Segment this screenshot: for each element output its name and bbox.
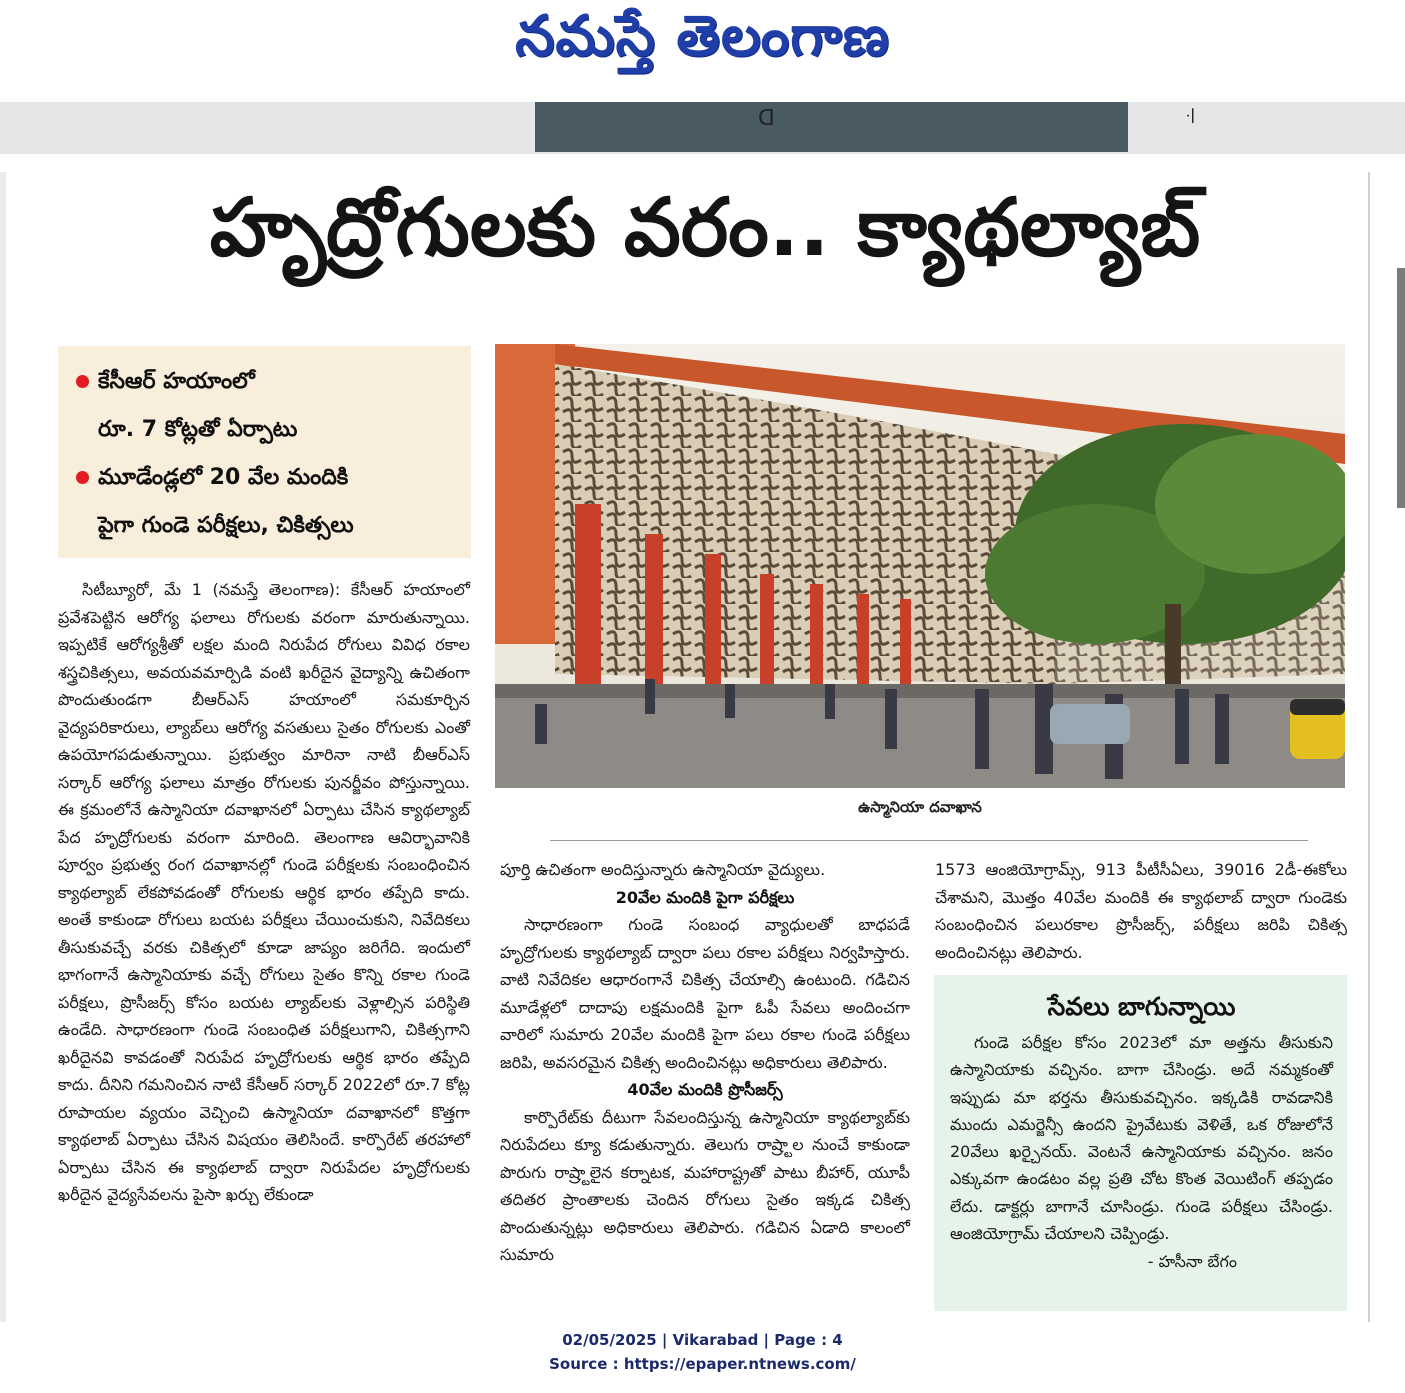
newspaper-logo: నమస్తే తెలంగాణ bbox=[515, 4, 890, 69]
masthead bbox=[0, 0, 1405, 100]
article-paragraph: కార్పొరేట్‌కు దీటుగా సేవలందిస్తున్న ఉస్మానియా క్యాథల్యాబ్‌కు నిరుపేదలు క్యూ కడుతున్నారు. తెలుగు రాష్ర్టాల నుంచే కాకుండా పొరుగు రాష్ర్టాలైన కర్నాటక, మహారాష్ట్రతో పాటు బీహార్, యూపీ తదితర ప్రాంతాలకు చెందిన రోగులు సైతం ఇక్కడ చికిత్స పొందుతున్నట్లు అధికారులు తెలిపారు. గడిచిన ఏడాది కాలంలో సుమారు bbox=[500, 1107, 910, 1264]
subheading: 40వేల మందికి ప్రొసీజర్స్ bbox=[627, 1080, 783, 1099]
article-paragraph: సాధారణంగా గుండె సంబంధ వ్యాధులతో బాధపడే హృద్రోగులకు క్యాథల్యాబ్ ద్వారా పలు రకాల పరీక్షలు నిర్వహిస్తారు. వాటి నివేదికల ఆధారంగానే చికిత్స చేయాల్సి ఉంటుంది. గడిచిన మూడేళ్లలో దాదాపు లక్షమందికి పైగా ఓపీ సేవలు అందించగా వారిలో సుమారు 20వేల మందికి పైగా పలు రకాల గుండె పరీక్షలు జరిపి, అవసరమైన చికిత్స అందించినట్లు అధికారులు తెలిపారు. bbox=[500, 915, 910, 1072]
column-divider-rule bbox=[550, 840, 1308, 841]
article-paragraph: పూర్తి ఉచితంగా అందిస్తున్నారు ఉస్మానియా వైద్యులు. bbox=[500, 860, 826, 879]
red-bullet-icon bbox=[76, 471, 89, 484]
right-column-rule bbox=[1368, 172, 1370, 1322]
testimonial-title: సేవలు బాగున్నాయి bbox=[1047, 992, 1236, 1021]
footer-source-link[interactable]: Source : https://epaper.ntnews.com/ bbox=[549, 1355, 856, 1373]
article-paragraph: 1573 ఆంజియోగ్రామ్స్, 913 పీటీసీఏలు, 39016 2డీ-ఈకోలు చేశామని, మొత్తం 40వేల మందికి ఈ క్యాథలాబ్ ద్వారా గుండెకు సంబంధించిన పలురకాల ప్రొసీజర్స్, పరీక్షలు జరిపి చికిత్స అందించినట్లు తెలిపారు. bbox=[935, 860, 1347, 962]
highlight-item: పైగా గుండె పరీక్షలు, చికిత్సలు bbox=[98, 513, 354, 538]
article-headline: హృద్రోగులకు వరం.. క్యాథల్యాబ్ bbox=[209, 181, 1201, 274]
photo-caption: ఉస్మానియా దవాఖాన bbox=[858, 798, 982, 816]
red-bullet-icon bbox=[76, 375, 89, 388]
testimonial-body: గుండె పరీక్షల కోసం 2023లో మా అత్తను తీసుకుని ఉస్మానియాకు వచ్చినం. బాగా చేసిండ్రు. అదే నమ్మకంతో ఇప్పుడు మా భర్తను తీసుకువచ్చినం. ఇక్కడికి రావడానికి ముందు ఎమర్జెన్సీ ఉందని ప్రైవేటుకు వెళితే, ఒక రోజులోనే 20వేలు ఖర్చైనయ్. వెంటనే ఉస్మానియాకు వచ్చినం. జనం ఎక్కువగా ఉండటం వల్ల ప్రతి చోట కొంత వెయిటింగ్ తప్పడం లేదు. డాక్టర్లు బాగానే చూసిండ్రు. గుండె పరీక్షలు చేసిండ్రు. ఆంజియోగ్రామ్ చేయాలని చెప్పిండ్రు. bbox=[950, 1033, 1333, 1244]
highlight-item: మూడేండ్లలో 20 వేల మందికి bbox=[76, 454, 461, 502]
left-page-edge bbox=[0, 172, 6, 1322]
testimonial-signature: - హసీనా బేగం bbox=[1147, 1252, 1237, 1272]
section-banner bbox=[535, 102, 1128, 152]
article-column-2 bbox=[500, 856, 910, 1269]
hospital-photo bbox=[495, 344, 1345, 788]
subheading: 20వేల మందికి పైగా పరీక్షలు bbox=[615, 887, 795, 907]
highlight-item: కేసీఆర్ హయాంలో bbox=[76, 358, 461, 406]
banner-fragment-right: ꜊ bbox=[1185, 104, 1196, 129]
footer-date-edition: 02/05/2025 | Vikarabad | Page : 4 bbox=[562, 1331, 843, 1349]
banner-fragment: ꓷ bbox=[758, 106, 775, 131]
article-column-1 bbox=[58, 576, 470, 1209]
article-paragraph: సిటీబ్యూరో, మే 1 (నమస్తే తెలంగాణ): కేసీఆర్ హయాంలో ప్రవేశపెట్టిన ఆరోగ్య ఫలాలు రోగులకు వరంగా మారుతున్నాయి. ఇప్పటికే ఆరోగ్యశ్రీతో లక్షల మంది నిరుపేద రోగులు వివిధ రకాల శస్త్రచికిత్సలు, అవయవమార్పిడి వంటి ఖరీదైన వైద్యాన్ని ఉచితంగా పొందుతుండగా బీఆర్ఎస్ హయాంలో సమకూర్చిన వైద్యపరికారులు, ల్యాబ్‌లు ఆరోగ్య వసతులు సైతం రోగులకు ఎంతో ఉపయోగపడుతున్నాయి. ప్రభుత్వం మారినా నాటి బీఆర్ఎస్ సర్కార్ ఆరోగ్య ఫలాలు మాత్రం రోగులకు పునర్జీవం పోస్తున్నాయి. ఈ క్రమంలోనే ఉస్మానియా దవాఖానలో ఏర్పాటు చేసిన క్యాథల్యాబ్ పేద హృద్రోగులకు వరంగా మారింది. తెలంగాణ ఆవిర్భావానికి పూర్వం ప్రభుత్వ రంగ దవాఖానల్లో గుండె పరీక్షలకు సంబంధించిన క్యాథల్యాబ్ లేకపోవడంతో రోగులకు ఆర్థిక భారం తప్పేది కాదు. అంతే కాకుండా రోగులు బయట పరీక్షలు చేయించుకుని, నివేదికలు తీసుకువచ్చే వరకు చికిత్సలో కూడా జాప్యం జరిగేది. ఇందులో భాగంగానే ఉస్మానియాకు వచ్చే రోగులు సైతం కొన్ని రకాల గుండె పరీక్షలు, ప్రొసీజర్స్ కోసం బయట ల్యాబ్‌లకు వెళ్లాల్సిన పరిస్థితి ఉండేది. సాధారణంగా గుండె సంబంధిత పరీక్షలుగాని, చికిత్సగాని ఖరీదైనవి కావడంతో నిరుపేద హృద్రోగులకు ఆర్థిక భారం తప్పేది కాదు. దీనిని గమనించిన నాటి కేసీఆర్ సర్కార్ 2022లో రూ.7 కోట్ల రూపాయల వ్యయం వెచ్చించి ఉస్మానియా దవాఖానలో కొత్తగా క్యాథలాబ్ ఏర్పాటు చేసిన విషయం తెలిసిందే. కార్పొరేట్ తరహాలో ఏర్పాటు చేసిన ఈ క్యాథలాబ్ ద్వారా నిరుపేదల హృద్రోగులకు ఖరీదైన వైద్యసేవలను పైసా ఖర్చు లేకుండా bbox=[58, 580, 470, 1204]
testimonial-box bbox=[934, 975, 1347, 1311]
article-column-3 bbox=[935, 856, 1347, 966]
hospital-photo-illustration bbox=[495, 344, 1345, 788]
highlights-box bbox=[58, 346, 471, 558]
adjacent-photo-edge bbox=[1397, 268, 1405, 508]
highlight-item: రూ. 7 కోట్లతో ఏర్పాటు bbox=[98, 417, 298, 442]
